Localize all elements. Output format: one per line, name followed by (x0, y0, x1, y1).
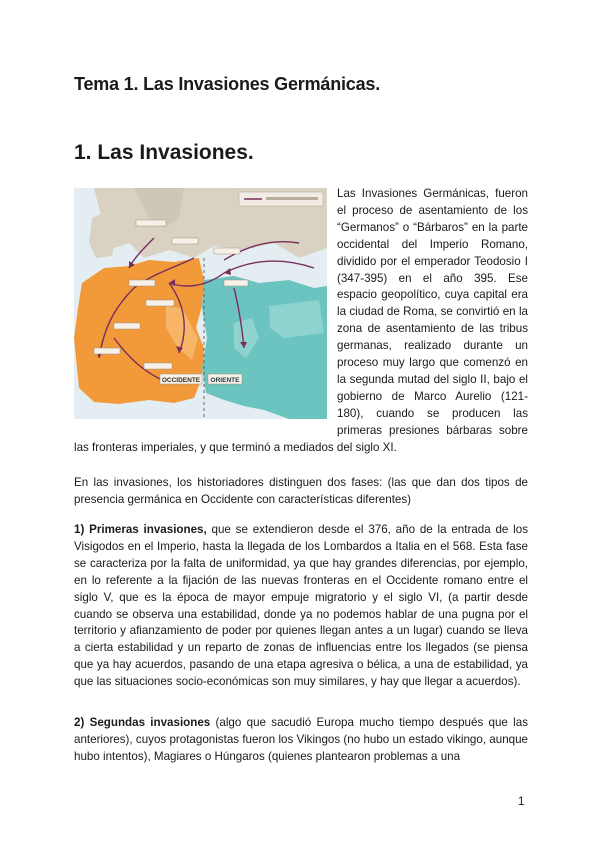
invasions-map (74, 188, 327, 419)
map-legend-text (266, 197, 318, 200)
document-title: Tema 1. Las Invasiones Germánicas. (74, 74, 381, 94)
intro-block (74, 186, 528, 457)
first-invasions-heading: 1) Primeras invasiones, (74, 523, 207, 536)
map-anatolia (269, 300, 324, 338)
map-label-east: ORIENTE (210, 377, 240, 384)
intro-text: Las Invasiones Germánicas, fueron el proceso de asentamiento de los “Germanos” o “Bárbaros” en la parte occidental del Imperio Romano, dividido por el emperador Teodosio I (347-395) en el año 395. Ese espacio geopolítico, cuya capital era la ciudad de Roma, se convirtió en la zona de asentamiento de las tribus germanas, realizado durante un proceso muy largo que comenzó en la segunda mutad del siglo II, bajo el gobierno de Marco Aurelio (121-180), cuando se producen las primeras presiones bárbaras sobre las fronteras imperiales, y que terminó a mediados del siglo XI. (74, 187, 528, 454)
section-heading: 1. Las Invasiones. (74, 141, 254, 164)
map-tribe-plate (114, 323, 140, 329)
second-invasions-text: (algo que sacudió Europa mucho tiempo después que las anteriores), cuyos protagonistas fueron los Vikingos (no hubo un estado vikingo, aunque hubo intentos), Magiares o Húngaros (quienes plantearon problemas a una (74, 716, 528, 763)
map-tribe-plate (214, 248, 240, 254)
map-tribe-plate (224, 280, 248, 286)
page-number: 1 (518, 796, 525, 808)
map-tribe-plate (129, 280, 155, 286)
map-tribe-plate (144, 363, 172, 369)
map-tribe-plate (172, 238, 198, 244)
map-image (74, 188, 327, 419)
map-tribe-plate (146, 300, 174, 306)
map-eastern-empire (202, 276, 327, 419)
map-tribe-plate (94, 348, 120, 354)
second-invasions-heading: 2) Segundas invasiones (74, 716, 211, 729)
second-invasions-paragraph (74, 715, 528, 766)
fases-paragraph: En las invasiones, los historiadores distinguen dos fases: (las que dan dos tipos de presencia germánica en Occidente con características diferentes) (74, 476, 528, 506)
map-tribe-plate (136, 220, 166, 226)
first-invasions-text: que se extendieron desde el 376, año de la entrada de los Visigodos en el Imperio, hasta la llegada de los Lombardos a Italia en el 568. Esta fase se caracteriza por la falta de uniformidad, ya que hay grandes diferencias, por ejemplo, en lo referente a la fijación de las nuevas fronteras en el Occidente romano entre el siglo V, que es la época de mayor empuje migratorio y el siglo VI, (a partir desde cuando se observa una estabilidad, donde ya no podemos hablar de una pugna por el territorio y afianzamiento de poder por quienes llegan antes a un lugar) cuando se lleva a cierta estabilidad y un reparto de zonas de influencias entre los llegados (se piensa que ya hay acuerdos, pasando de una etapa agresiva o bélica, a una de estabilidad, ya que las situaciones socio-económicas son muy similares, y hay que llegar a acuerdos). (74, 523, 529, 689)
map-label-west: OCCIDENTE (161, 377, 201, 384)
first-invasions-paragraph (74, 522, 528, 691)
